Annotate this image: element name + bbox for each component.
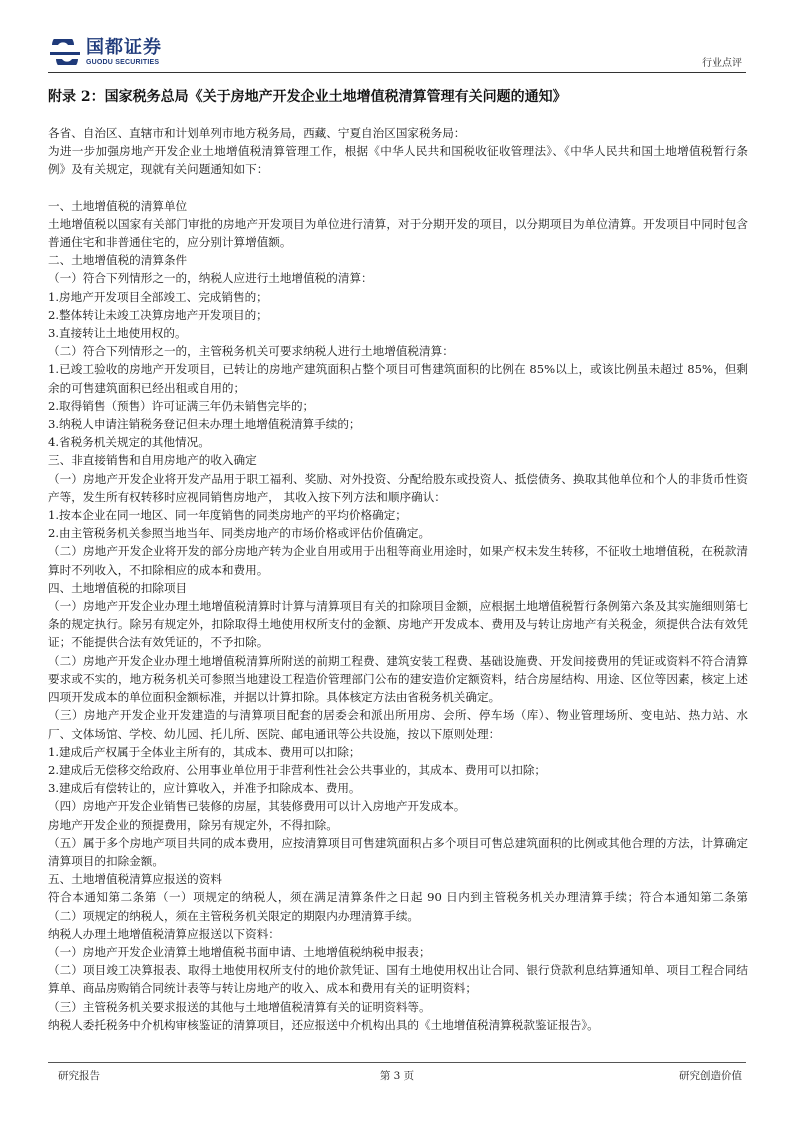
- footer-slogan: 研究创造价值: [679, 1070, 742, 1082]
- list-item: 3.建成后有偿转让的，应计算收入，并准予扣除成本、费用。: [48, 781, 361, 796]
- list-item: 2.建成后无偿移交给政府、公用事业单位用于非营利性社会公共事业的，其成本、费用可以扣除；: [48, 762, 547, 777]
- footer-divider: [48, 1062, 746, 1063]
- company-logo: [48, 34, 162, 70]
- paragraph: 各省、自治区、直辖市和计划单列市地方税务局，西藏、宁夏自治区国家税务局：: [48, 126, 466, 140]
- section-heading: 三、非直接销售和自用房地产的收入确定: [48, 453, 257, 468]
- list-item: 3.纳税人申请注销税务登记但未办理土地增值税清算手续的；: [48, 417, 361, 432]
- list-item: 4.省税务机关规定的其他情况。: [48, 435, 210, 450]
- paragraph: 纳税人办理土地增值税清算应报送以下资料：: [48, 926, 280, 941]
- list-item: 3.直接转让土地使用权的。: [48, 326, 187, 341]
- paragraph: 为进一步加强房地产开发企业土地增值税清算管理工作，根据《中华人民共和国税收征收管理法》、《中华人民共和国土地增值税暂行条例》及有关规定，现就有关问题通知如下：: [48, 144, 748, 177]
- list-item: 1.按本企业在同一地区、同一年度销售的同类房地产的平均价格确定；: [48, 508, 407, 523]
- report-category: 行业点评: [702, 58, 742, 69]
- paragraph: （五）属于多个房地产项目共同的成本费用，应按清算项目可售建筑面积占多个项目可售总建筑面积的比例或其他合理的方法，计算确定清算项目的扣除金额。: [48, 835, 748, 868]
- logo-chinese-name: 国都证券: [86, 36, 162, 58]
- section-heading: 五、土地增值税清算应报送的资料: [48, 872, 222, 887]
- section-heading: 一、土地增值税的清算单位: [48, 198, 188, 213]
- paragraph: 纳税人委托税务中介机构审核鉴证的清算项目，还应报送中介机构出具的《土地增值税清算税款鉴证报告》。: [48, 1017, 599, 1032]
- page-header: [48, 34, 746, 74]
- section-heading: 四、土地增值税的扣除项目: [48, 580, 188, 595]
- footer-report-type: 研究报告: [58, 1070, 100, 1082]
- paragraph: （二）房地产开发企业将开发的部分房地产转为企业自用或用于出租等商业用途时，如果产权未发生转移，不征收土地增值税，在税款清算时不列收入，不扣除相应的成本和费用。: [48, 544, 748, 577]
- logo-mark-icon: [48, 39, 82, 65]
- page-number: 第 3 页: [379, 1070, 415, 1082]
- page-title: 附录 2：国家税务总局《关于房地产开发企业土地增值税清算管理有关问题的通知》: [48, 89, 567, 105]
- paragraph: （一）房地产开发企业清算土地增值税书面申请、土地增值税纳税申报表；: [48, 944, 431, 959]
- paragraph: （一）房地产开发企业将开发产品用于职工福利、奖励、对外投资、分配给股东或投资人、抵偿债务、换取其他单位和个人的非货币性资产等，发生所有权转移时应视同销售房地产， 其收入按下列方法和顺序确认：: [48, 471, 748, 504]
- paragraph: （二）项目竣工决算报表、取得土地使用权所支付的地价款凭证、国有土地使用权出让合同、银行贷款利息结算通知单、项目工程合同结算单、商品房购销合同统计表等与转让房地产的收入、成本和费用有关的证明资料；: [48, 963, 748, 996]
- logo-english-name: GUODU SECURITIES: [86, 58, 160, 66]
- paragraph: 土地增值税以国家有关部门审批的房地产开发项目为单位进行清算，对于分期开发的项目，以分期项目为单位清算。开发项目中同时包含普通住宅和非普通住宅的，应分别计算增值额。: [48, 216, 748, 250]
- list-item: 2.由主管税务机关参照当地当年、同类房地产的市场价格或评估价值确定。: [48, 526, 431, 541]
- paragraph: （二）房地产开发企业办理土地增值税清算所附送的前期工程费、建筑安装工程费、基础设施费、开发间接费用的凭证或资料不符合清算要求或不实的，地方税务机关可参照当地建设工程造价管理部门公布的建安造价定额资料，结合房屋结构、用途、区位等因素，核定上述四项开发成本的单位面积金额标准，并据以计算扣除。具体核定方法由省税务机关确定。: [48, 653, 748, 705]
- list-item: 1.房地产开发项目全部竣工、完成销售的；: [48, 289, 268, 304]
- header-divider: [48, 72, 746, 73]
- list-item: 2.取得销售（预售）许可证满三年仍未销售完毕的；: [48, 398, 315, 413]
- paragraph: 房地产开发企业的预提费用，除另有规定外，不得扣除。: [48, 817, 338, 832]
- paragraph: （一）房地产开发企业办理土地增值税清算时计算与清算项目有关的扣除项目金额，应根据土地增值税暂行条例第六条及其实施细则第七条的规定执行。除另有规定外，扣除取得土地使用权所支付的金额、房地产开发成本、费用及与转让房地产有关税金，须提供合法有效凭证；不能提供合法有效凭证的，不予扣除。: [48, 599, 748, 650]
- list-item: 1.已竣工验收的房地产开发项目，已转让的房地产建筑面积占整个项目可售建筑面积的比例在 85%以上，或该比例虽未超过 85%，但剩余的可售建筑面积已经出租或自用的；: [48, 362, 748, 395]
- paragraph: （一）符合下列情形之一的，纳税人应进行土地增值税的清算：: [48, 271, 373, 286]
- paragraph: （四）房地产开发企业销售已装修的房屋，其装修费用可以计入房地产开发成本。: [48, 799, 466, 814]
- section-heading: 二、土地增值税的清算条件: [48, 253, 188, 268]
- paragraph: 符合本通知第二条第（一）项规定的纳税人，须在满足清算条件之日起 90 日内到主管税务机关办理清算手续；符合本通知第二条第（二）项规定的纳税人，须在主管税务机关限定的期限内办理清算手续。: [48, 890, 748, 923]
- paragraph: （三）房地产开发企业开发建造的与清算项目配套的居委会和派出所用房、会所、停车场（库）、物业管理场所、变电站、热力站、水厂、文体场馆、学校、幼儿园、托儿所、医院、邮电通讯等公共设施，按以下原则处理：: [48, 708, 748, 741]
- paragraph: （二）符合下列情形之一的，主管税务机关可要求纳税人进行土地增值税清算：: [48, 344, 454, 359]
- paragraph: （三）主管税务机关要求报送的其他与土地增值税清算有关的证明资料等。: [48, 999, 431, 1014]
- list-item: 2.整体转让未竣工决算房地产开发项目的；: [48, 307, 268, 322]
- list-item: 1.建成后产权属于全体业主所有的，其成本、费用可以扣除；: [48, 744, 361, 759]
- document-body: [48, 124, 748, 1034]
